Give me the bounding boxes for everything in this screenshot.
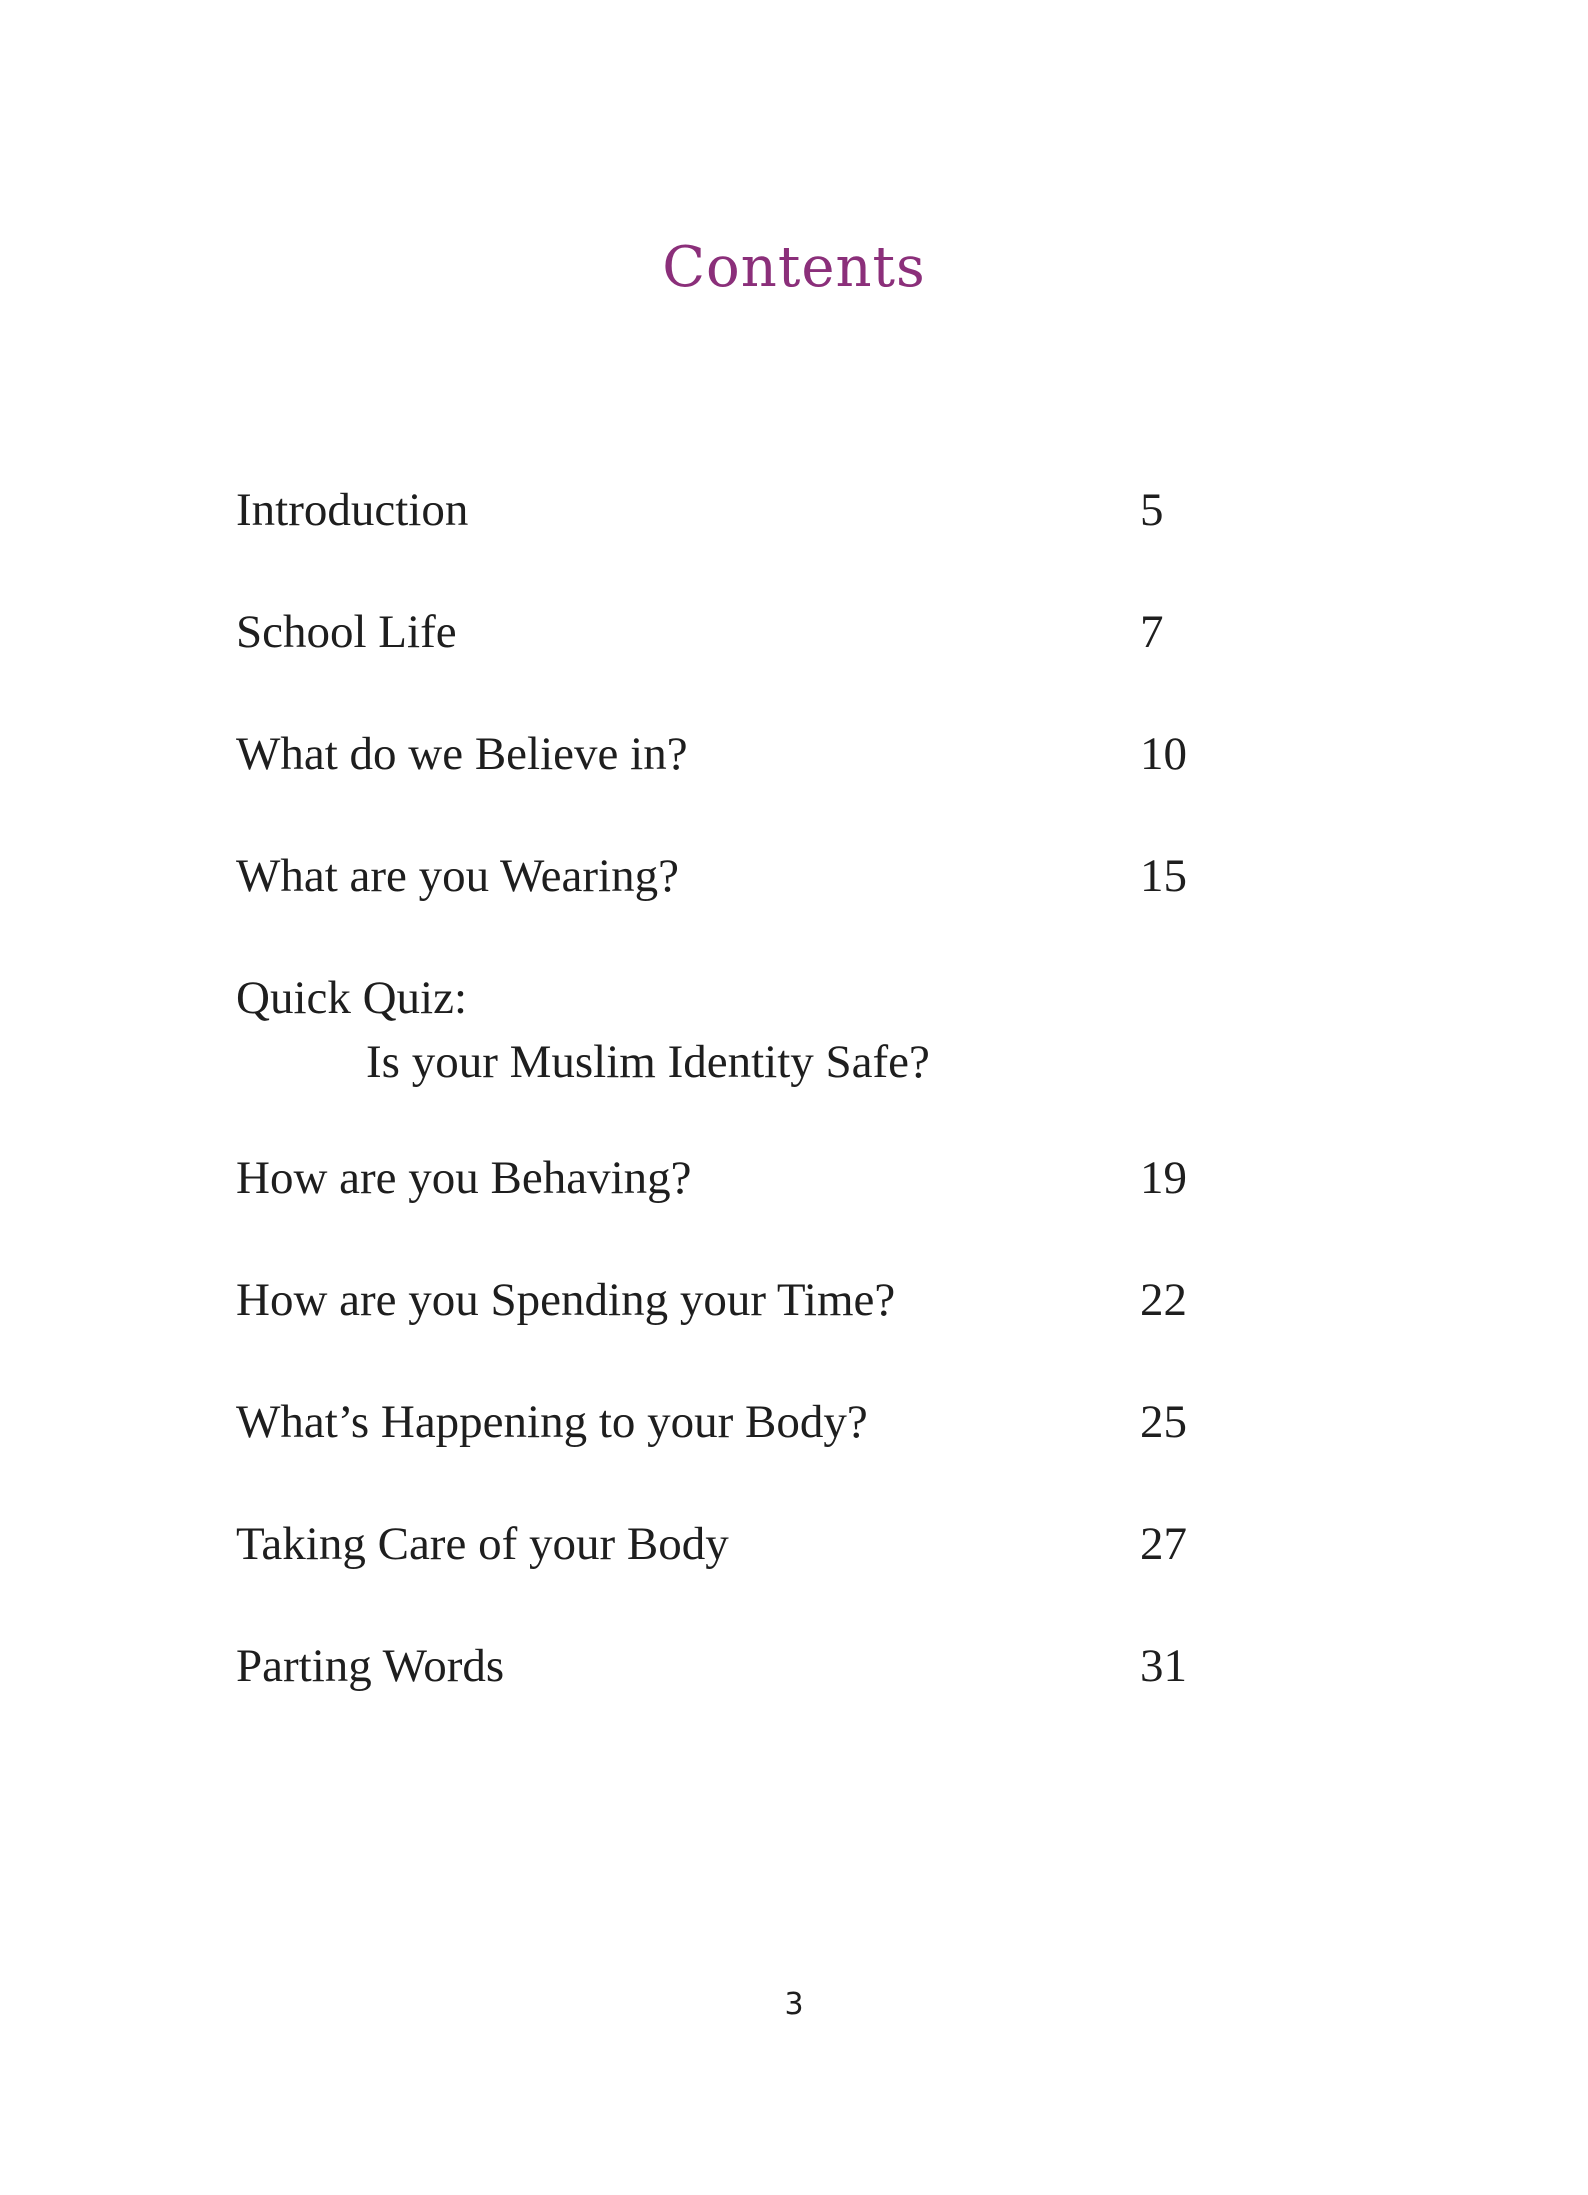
toc-entry-title: How are you Behaving? bbox=[236, 1152, 692, 1204]
toc-entry-behaving bbox=[236, 1146, 1236, 1268]
toc-entry-parting-words bbox=[236, 1634, 1236, 1756]
toc-entry-title: Parting Words bbox=[236, 1640, 505, 1692]
toc-entry-title: School Life bbox=[236, 606, 457, 658]
toc-entry-wearing bbox=[236, 844, 1236, 966]
toc-entry-body-care bbox=[236, 1512, 1236, 1634]
toc-entry-page: 25 bbox=[1140, 1396, 1187, 1448]
toc-entry-page: 7 bbox=[1140, 606, 1164, 658]
toc-entry-page: 19 bbox=[1140, 1152, 1187, 1204]
toc-entry-page: 5 bbox=[1140, 484, 1164, 536]
toc-entry-spending-time bbox=[236, 1268, 1236, 1390]
toc-entry-title: How are you Spending your Time? bbox=[236, 1274, 896, 1326]
toc-entry-page: 27 bbox=[1140, 1518, 1187, 1570]
toc-entry-believe bbox=[236, 722, 1236, 844]
toc-entry-title: What’s Happening to your Body? bbox=[236, 1396, 868, 1448]
toc-entry-body-happening bbox=[236, 1390, 1236, 1512]
toc-entry-subtitle: Is your Muslim Identity Safe? bbox=[366, 1036, 930, 1088]
page-title: Contents bbox=[662, 235, 926, 300]
toc-entry-title: Quick Quiz: Is your Muslim Identity Safe? bbox=[236, 966, 930, 1094]
toc-entry-title: Taking Care of your Body bbox=[236, 1518, 729, 1570]
toc-entry-page: 10 bbox=[1140, 728, 1187, 780]
toc-entry-page: 31 bbox=[1140, 1640, 1187, 1692]
toc-entry-title: What are you Wearing? bbox=[236, 850, 679, 902]
toc-entry-introduction bbox=[236, 478, 1236, 600]
table-of-contents bbox=[236, 478, 1236, 1756]
toc-entry-title: What do we Believe in? bbox=[236, 728, 688, 780]
toc-entry-page: 15 bbox=[1140, 850, 1187, 902]
toc-entry-school-life bbox=[236, 600, 1236, 722]
toc-entry-page: 22 bbox=[1140, 1274, 1187, 1326]
page-number: 3 bbox=[784, 1987, 804, 2022]
toc-entry-quick-quiz bbox=[236, 966, 1236, 1146]
toc-entry-title: Introduction bbox=[236, 484, 469, 536]
